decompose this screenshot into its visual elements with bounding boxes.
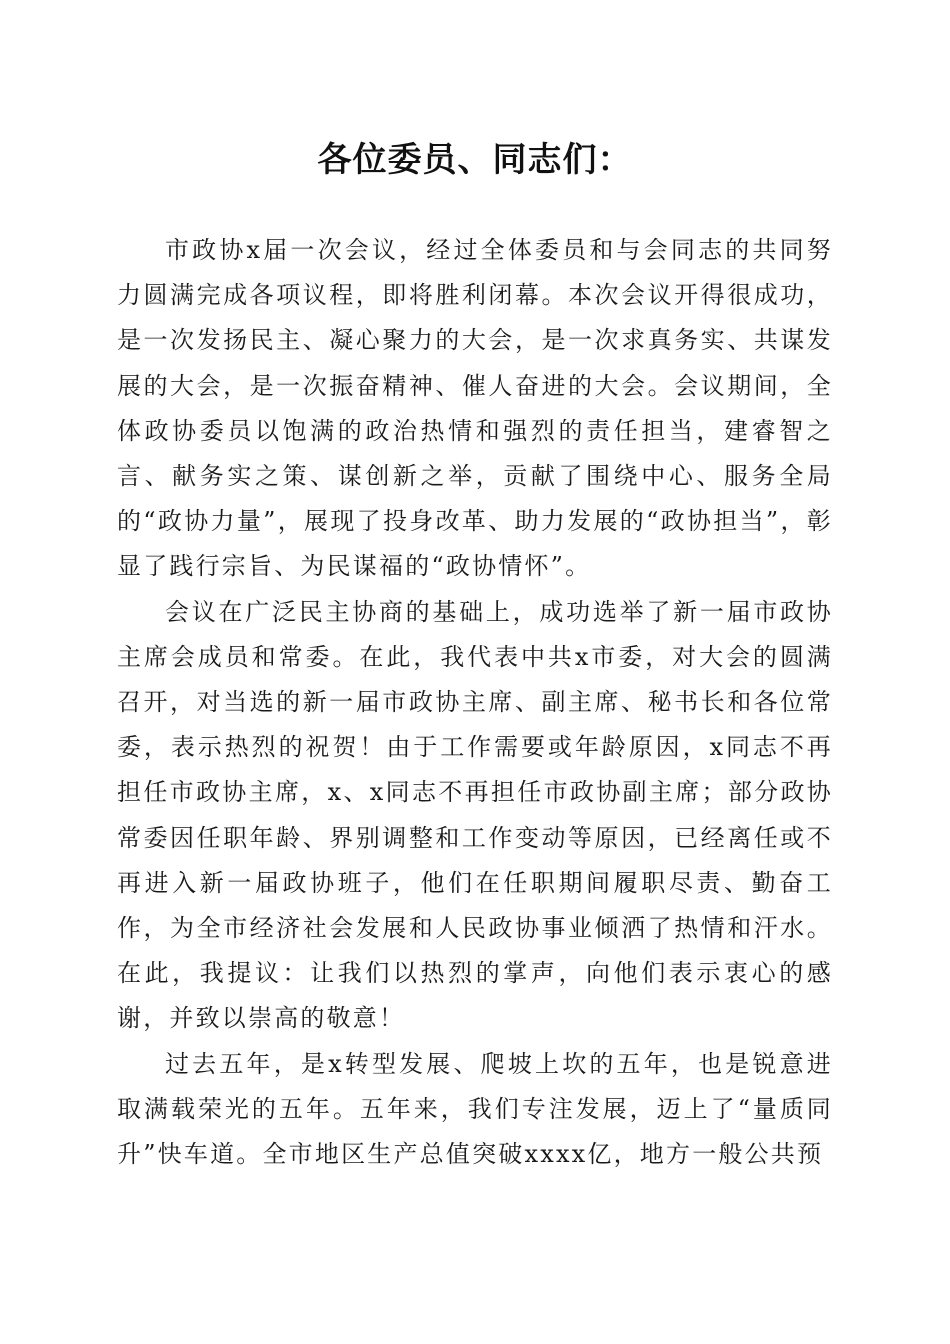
paragraph-2: 会议在广泛民主协商的基础上，成功选举了新一届市政协主席会成员和常委。在此，我代表中共x市委，对大会的圆满召开，对当选的新一届市政协主席、副主席、秘书长和各位常委，表示热烈的祝贺！由于工作需要或年龄原因，x同志不再担任市政协主席，x、x同志不再担任市政协副主席；部分政协常委因任职年龄、界别调整和工作变动等原因，已经离任或不再进入新一届政协班子，他们在任职期间履职尽责、勤奋工作，为全市经济社会发展和人民政协事业倾洒了热情和汗水。在此，我提议：让我们以热烈的掌声，向他们表示衷心的感谢，并致以崇高的敬意！ [117, 597, 833, 1033]
paragraph-3: 过去五年，是x转型发展、爬坡上坎的五年，也是锐意进取满载荣光的五年。五年来，我们专注发展，迈上了“量质同升”快车道。全市地区生产总值突破xxxx亿，地方一般公共预 [117, 1049, 833, 1169]
document-body [117, 228, 833, 1177]
page-title: 各位委员、同志们： [317, 140, 633, 180]
paragraph-1: 市政协x届一次会议，经过全体委员和与会同志的共同努力圆满完成各项议程，即将胜利闭幕。本次会议开得很成功，是一次发扬民主、凝心聚力的大会，是一次求真务实、共谋发展的大会，是一次振奋精神、催人奋进的大会。会议期间，全体政协委员以饱满的政治热情和强烈的责任担当，建睿智之言、献务实之策、谋创新之举，贡献了围绕中心、服务全局的“政协力量”，展现了投身改革、助力发展的“政协担当”，彰显了践行宗旨、为民谋福的“政协情怀”。 [117, 236, 833, 581]
